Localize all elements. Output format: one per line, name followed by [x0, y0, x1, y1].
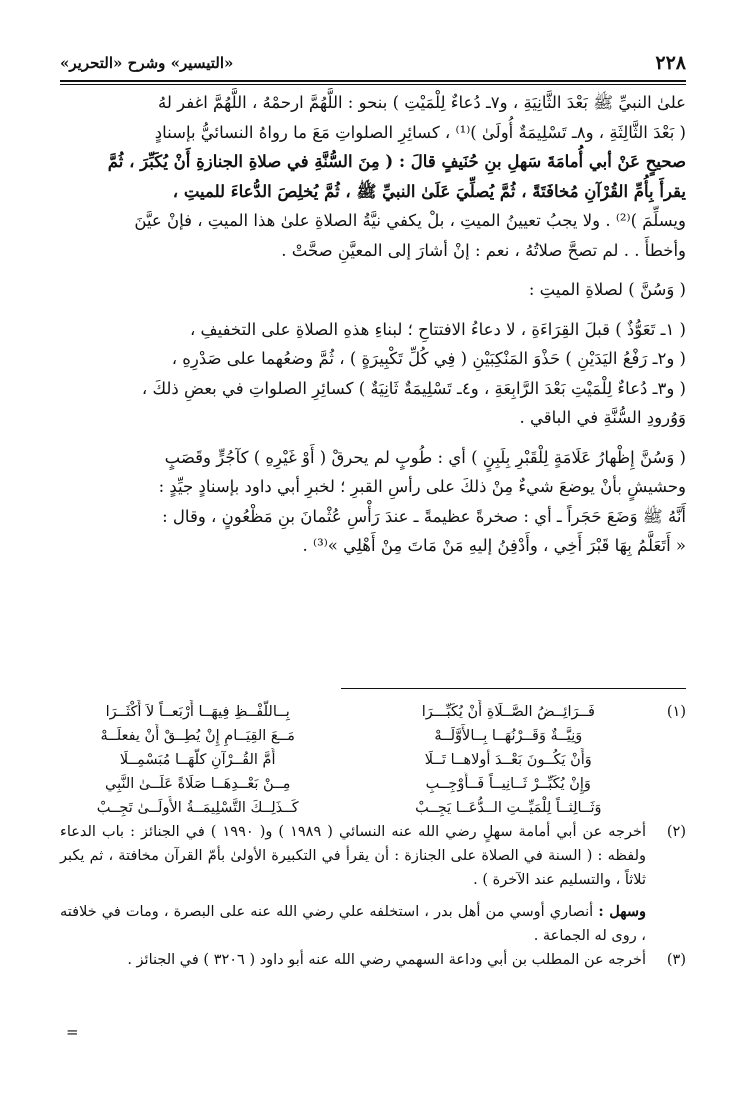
poem-verse [60, 796, 646, 820]
text-line: صحيحٍ عَنْ أبي أُمامَةَ سَهلِ بنِ حُنَيفٍ قالَ : ( مِنَ السُّنَّةِ في صلاةِ الجنازةِ أَنْ يُكَبِّرَ ، ثُمَّ [107, 152, 686, 171]
text-line: ويسلِّمَ )⁽²⁾ . ولا يجبُ تعيينُ الميتِ ، بلْ يكفي نيَّةُ الصلاةِ علىٰ هذا الميتِ ، فإنْ عيَّنَ [134, 211, 686, 230]
page-header [60, 48, 686, 78]
footnote-text: أخرجه عن أبي أمامة سهلٍ رضي الله عنه النسائي ( ١٩٨٩ ) و( ١٩٩٠ ) في الجنائز : باب الدعاء ولفظه : ( السنة في الصلاة على الجنازة : أن يقرأ في التكبيرة الأولىٰ بأمّ القرآن مخافتة ، ثم يكبر ثلاثاً ، والتسليم عند الآخرة ) . [60, 824, 646, 888]
text-line: ( ١ـ تَعَوُّذٌ ) قبلَ القِرَاءَةِ ، لا دعاءُ الافتتاحِ ؛ لبناءِ هذهِ الصلاةِ على التخفيفِ ، [189, 319, 686, 339]
text-line: ( وَسُنَّ إِظْهارُ عَلَامَةٍ لِلْقَبْرِ بِلَبِنٍ ) أي : طُوبٍ لم يحرقْ ( أَوْ غَيْرِهِ ) كآجُرٍّ وقَصَبٍ [164, 447, 686, 467]
verse-second-hemistich: بِــاللَّفْــظِ فِيهَــا أَرْبَعــاً لاَ أَكْثَــرَا [105, 704, 290, 720]
text-line: وأخطأَ . . لم تصحَّ صلاتُهُ ، نعم : إنْ أشارَ إلى المعيَّنِ صحَّتْ . [281, 240, 686, 260]
footnote-text: أخرجه عن المطلب بن أبي وداعة السهمي رضي الله عنه أبو داود ( ٣٢٠٦ ) في الجنائز . [127, 952, 646, 968]
footnote-number: (٣) [666, 952, 686, 968]
narrator-bio [60, 900, 646, 948]
poem [60, 700, 646, 820]
text-line: علىٰ النبيِّ ﷺ بَعْدَ الثَّانِيَةِ ، و٧ـ دُعاءٌ لِلْمَيْتِ ) بنحو : اللَّهُمَّ ارحمْهُ ، اللَّهُمَّ اغفر لهُ [158, 93, 686, 112]
poem-verse [60, 700, 646, 724]
continuation-mark: = [66, 1023, 79, 1041]
main-text [60, 88, 686, 561]
header-rule [60, 80, 686, 85]
section-heading: ( وَسُنَّ ) لصلاةِ الميتِ : [528, 280, 686, 299]
footnote-number: (١) [666, 704, 686, 720]
verse-first-hemistich: وَثَــالِثــاً لِلْمَيِّــتِ الــدُّعَــا يَجِــبْ [415, 800, 602, 816]
verse-first-hemistich: وَأَنْ يَكُــونَ بَعْــدَ أولاهــا تَــلَا [424, 752, 592, 768]
page-number: ٢٢٨ [655, 52, 686, 74]
verse-first-hemistich: وَإِنْ يُكَبِّــرْ ثَــانِيــاً فَــأَوْجِــبِ [425, 776, 591, 792]
verse-second-hemistich: كَــذَلِــكَ التَّسْلِيمَــةُ الأُولَــىٰ تَجِــبْ [96, 800, 299, 816]
poem-verse [60, 748, 646, 772]
text-line: وحشيشٍ بأنْ يوضعَ شيءٌ مِنْ ذلكَ على رأسِ القبرِ ؛ لخبرِ أبي داود بإسنادٍ جيِّدٍ : [158, 477, 686, 496]
footnote-3 [60, 948, 686, 972]
verse-second-hemistich: مَــعَ القِيَــامِ إِنْ يُطِــقْ أَنْ يفعلَــهْ [100, 728, 295, 744]
bio-label: وسهل : [598, 903, 647, 920]
text-line: وَوُرودِ السُّنَّةِ في الباقي . [519, 408, 686, 427]
text-line: يقرأَ بِأُمِّ القُرْآنِ مُخافَتَةً ، ثُمَّ يُصلِّيَ عَلَىٰ النبيِّ ﷺ ، ثُمَّ يُخلِصَ الدُّعاءَ للميتِ ، [172, 181, 686, 201]
footnotes [60, 700, 686, 972]
poem-verse [60, 724, 646, 748]
text-line: « أَتَعَلَّمُ بِهَا قَبْرَ أَخِي ، وأَدْفِنُ إليهِ مَنْ مَاتَ مِنْ أَهْلِي »⁽³⁾ . [302, 536, 686, 555]
text-line: ( بَعْدَ الثَّالِثَةِ ، و٨ـ تَسْلِيمَةٌ أُولَىٰ )⁽¹⁾ ، كسائِرِ الصلواتِ مَعَ ما رواهُ النسائيُّ بإسنادٍ [154, 122, 686, 142]
footnote-separator [341, 688, 686, 689]
text-line: ( و٢ـ رَفْعُ اليَدَيْنِ ) حَذْوَ المَنْكِبَيْنِ ( فِي كُلِّ تَكْبِيرَةٍ ) ، ثُمَّ وضعُهما على صَدْرِهِ ، [171, 349, 686, 368]
verse-first-hemistich: وَنِيَّــةٌ وَقَــرْنُهَــا بِــالأَوَّلَــهْ [434, 728, 583, 744]
bio-text: أنصاري أوسي من أهل بدر ، استخلفه علي رضي الله عنه على البصرة ، ومات في خلافته ، روى له الجماعة . [60, 904, 646, 944]
footnote-1 [60, 700, 686, 820]
verse-second-hemistich: أُمَّ القُــرْآنِ كلَّهَــا مُبَسْمِــلَا [119, 752, 276, 768]
poem-verse [60, 772, 646, 796]
text-line: أَنَّهُ ﷺ وَضَعَ حَجَراً ـ أي : صخرةً عظيمةً ـ عندَ رَأْسِ عُثْمانَ بنِ مَظْعُونٍ ، وقال : [162, 506, 686, 526]
text-line: ( و٣ـ دُعاءٌ لِلْمَيْتِ بَعْدَ الرَّابِعَةِ ، و٤ـ تَسْلِيمَةٌ ثَانِيَةٌ ) كسائِرِ الصلواتِ في بعضِ ذلكَ ، [141, 378, 686, 398]
footnote-2 [60, 820, 686, 892]
verse-second-hemistich: مِــنْ بَعْــدِهَــا صَلَاةً عَلَــىٰ النَّبِي [105, 776, 291, 792]
footnote-number: (٢) [666, 824, 686, 840]
running-title: «التيسير» وشرح «التحرير» [60, 54, 234, 72]
verse-first-hemistich: فَــرَائِــضُ الصَّــلَاةِ أَنْ يُكَبِّـــرَا [421, 704, 595, 720]
